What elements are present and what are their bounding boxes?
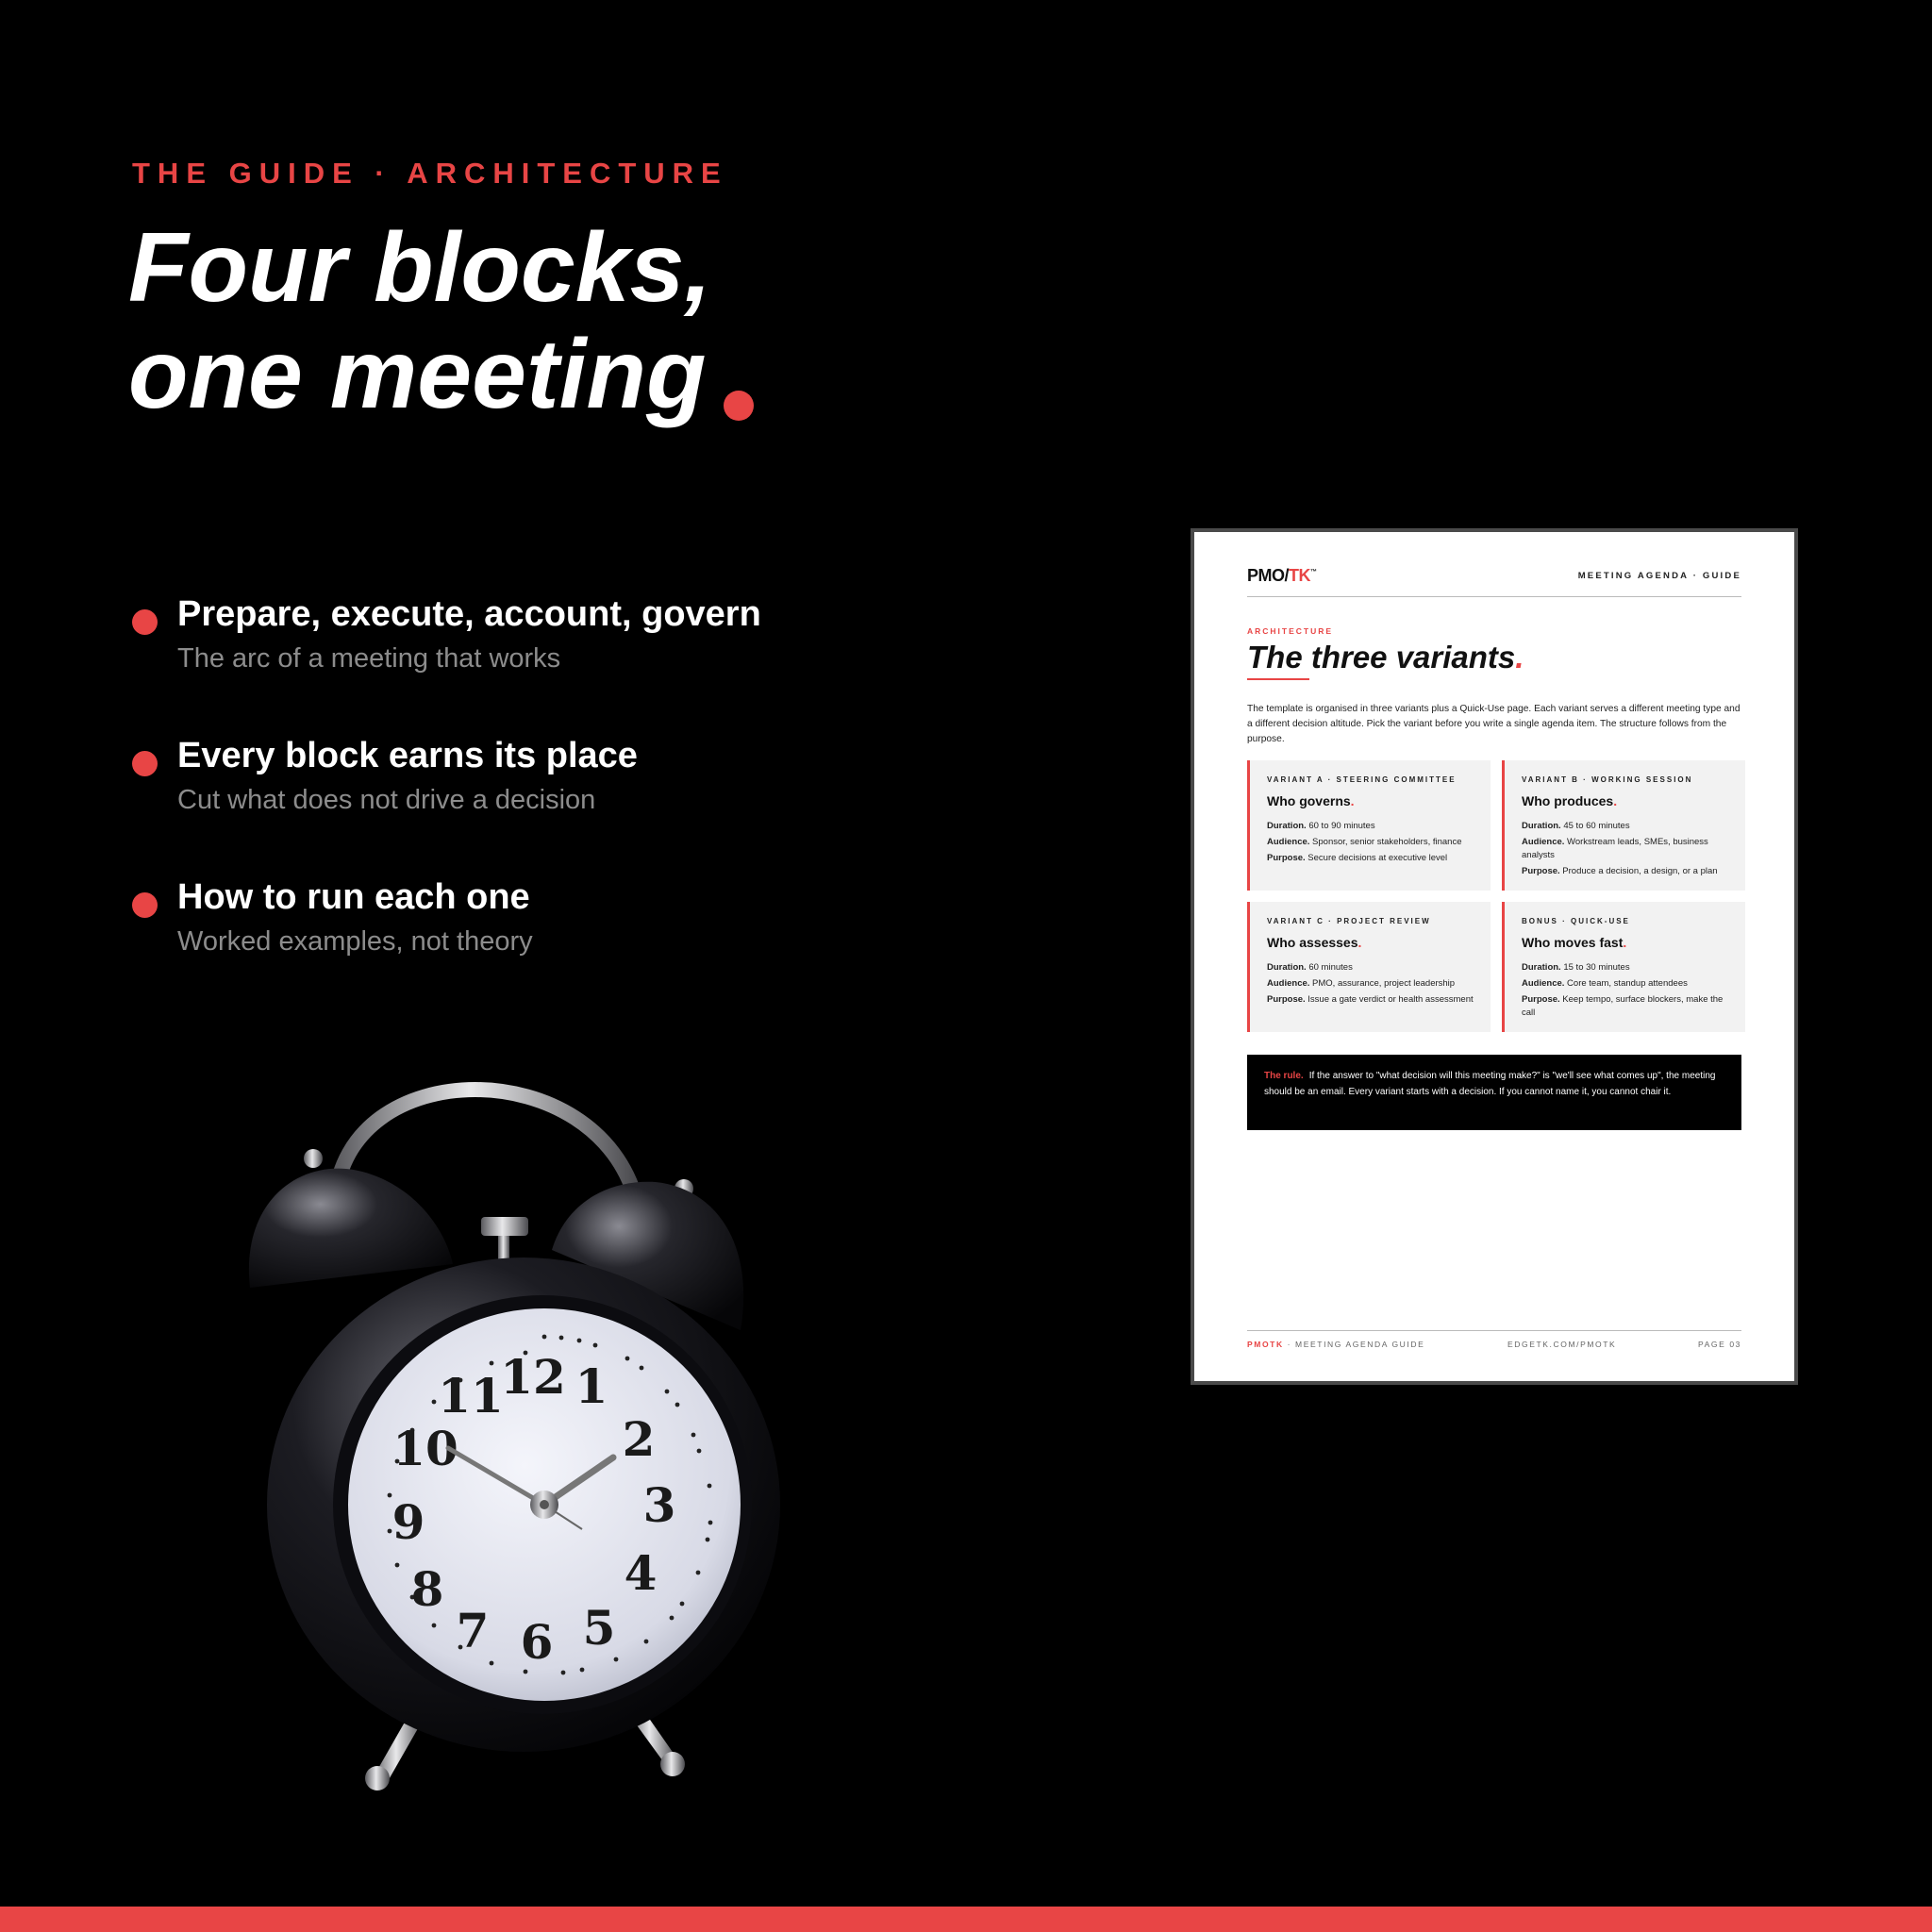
clock-numeral: 2	[622, 1411, 656, 1467]
row-value: 15 to 30 minutes	[1563, 962, 1630, 973]
card-audience	[1522, 836, 1730, 862]
footer-url: EDGETK.COM/PMOTK	[1507, 1340, 1617, 1349]
clock-numeral: 10	[392, 1421, 458, 1476]
card-duration	[1522, 820, 1730, 833]
card-audience	[1267, 836, 1475, 849]
document-page-preview	[1191, 528, 1798, 1385]
card-title-text: Who moves fast	[1522, 935, 1624, 950]
point-title: Prepare, execute, account, govern	[177, 594, 761, 634]
eyebrow: THE GUIDE · ARCHITECTURE	[132, 157, 728, 190]
point-title: Every block earns its place	[177, 736, 638, 775]
point-title: How to run each one	[177, 877, 530, 917]
variant-card	[1247, 760, 1491, 891]
logo-left: PMO/	[1247, 566, 1290, 585]
document-title-text: The three variants	[1247, 640, 1516, 675]
clock-numeral: 4	[624, 1545, 658, 1601]
alarm-clock-illustration	[241, 1061, 788, 1807]
card-title	[1522, 793, 1730, 808]
card-label: VARIANT C · PROJECT REVIEW	[1267, 917, 1431, 925]
row-value: Sponsor, senior stakeholders, finance	[1312, 837, 1462, 847]
footer-guide-name: · MEETING AGENDA GUIDE	[1283, 1340, 1425, 1349]
row-label: Audience.	[1267, 837, 1310, 847]
card-label: VARIANT A · STEERING COMMITTEE	[1267, 775, 1457, 784]
card-duration	[1267, 820, 1475, 833]
variant-card	[1247, 902, 1491, 1032]
accent-dot	[724, 391, 754, 421]
clock-numeral: 8	[410, 1561, 444, 1617]
row-value: Issue a gate verdict or health assessment	[1307, 994, 1474, 1005]
variant-card	[1502, 902, 1745, 1032]
card-purpose	[1267, 993, 1475, 1007]
title-underline	[1247, 678, 1309, 680]
footer-page-number: PAGE 03	[1697, 1340, 1741, 1349]
variant-card	[1502, 760, 1745, 891]
card-duration	[1267, 961, 1475, 974]
title-dot: .	[1350, 793, 1355, 808]
card-title	[1522, 935, 1730, 950]
footer-divider	[1247, 1330, 1741, 1331]
rule-label: The rule.	[1264, 1071, 1304, 1081]
row-value: Core team, standup attendees	[1567, 978, 1688, 989]
clock-numeral: 3	[642, 1477, 676, 1533]
brand-logo	[1247, 566, 1317, 586]
card-title-text: Who assesses	[1267, 935, 1358, 950]
bullet-icon	[132, 609, 158, 635]
title-dot: .	[1623, 935, 1627, 950]
row-value: Keep tempo, surface blockers, make the call	[1522, 994, 1724, 1018]
headline-line-2: one meeting	[128, 320, 707, 429]
section-label: ARCHITECTURE	[1247, 626, 1334, 636]
row-label: Audience.	[1267, 978, 1310, 989]
card-title	[1267, 935, 1475, 950]
card-label: VARIANT B · WORKING SESSION	[1522, 775, 1693, 784]
logo-trademark: ™	[1310, 569, 1317, 575]
row-label: Audience.	[1522, 837, 1565, 847]
title-dot: .	[1357, 935, 1362, 950]
alarm-clock-icon	[241, 1061, 788, 1807]
card-purpose	[1522, 865, 1730, 878]
clock-numeral: 6	[520, 1614, 554, 1670]
intro-paragraph: The template is organised in three variants plus a Quick-Use page. Each variant serves a different meeting type and a different decision altitude. Pick the variant before you write a single agenda item. The structure follows from the purpose.	[1247, 704, 1740, 744]
logo-right: TK	[1289, 566, 1311, 585]
card-purpose	[1267, 852, 1475, 865]
row-label: Purpose.	[1522, 994, 1560, 1005]
point-subtitle: Cut what does not drive a decision	[177, 785, 596, 815]
row-label: Duration.	[1267, 962, 1307, 973]
clock-numeral: 5	[582, 1600, 616, 1656]
row-label: Purpose.	[1267, 994, 1306, 1005]
row-label: Duration.	[1522, 962, 1561, 973]
card-title-text: Who governs	[1267, 793, 1351, 808]
clock-numeral: 7	[456, 1603, 490, 1658]
point-subtitle: Worked examples, not theory	[177, 926, 533, 957]
clock-numeral: 9	[391, 1494, 425, 1550]
row-label: Duration.	[1267, 821, 1307, 831]
row-label: Audience.	[1522, 978, 1565, 989]
card-audience	[1267, 977, 1475, 991]
row-label: Duration.	[1522, 821, 1561, 831]
row-label: Purpose.	[1522, 866, 1560, 876]
bullet-icon	[132, 751, 158, 776]
rule-text: If the answer to "what decision will this meeting make?" is "we'll see what comes up", the meeting should be an email. Every variant starts with a decision. If you cannot name it, you cannot chair it.	[1264, 1071, 1716, 1097]
bullet-icon	[132, 892, 158, 918]
clock-numeral: 11	[438, 1368, 504, 1424]
card-duration	[1522, 961, 1730, 974]
title-dot: .	[1613, 793, 1618, 808]
headline	[128, 215, 754, 428]
card-purpose	[1522, 993, 1730, 1020]
clock-numeral: 1	[575, 1358, 608, 1414]
headline-line-1: Four blocks,	[128, 213, 712, 323]
card-title-text: Who produces	[1522, 793, 1614, 808]
row-value: 45 to 60 minutes	[1563, 821, 1630, 831]
document-title	[1247, 640, 1524, 675]
point-subtitle: The arc of a meeting that works	[177, 643, 561, 674]
card-label: BONUS · QUICK-USE	[1522, 917, 1630, 925]
row-value: PMO, assurance, project leadership	[1312, 978, 1456, 989]
row-value: Workstream leads, SMEs, business analysts	[1522, 837, 1708, 860]
document-header: MEETING AGENDA · GUIDE	[1577, 571, 1741, 581]
accent-bar	[0, 1907, 1932, 1932]
footer-brand: PMOTK	[1247, 1340, 1284, 1349]
row-value: Secure decisions at executive level	[1307, 853, 1448, 863]
card-title	[1267, 793, 1475, 808]
title-dot: .	[1515, 640, 1524, 675]
card-audience	[1522, 977, 1730, 991]
clock-numeral: 12	[500, 1349, 566, 1405]
row-label: Purpose.	[1267, 853, 1306, 863]
row-value: 60 to 90 minutes	[1308, 821, 1375, 831]
divider	[1247, 596, 1741, 597]
row-value: 60 minutes	[1308, 962, 1353, 973]
footer-left	[1247, 1340, 1424, 1349]
row-value: Produce a decision, a design, or a plan	[1562, 866, 1718, 876]
rule-callout	[1247, 1055, 1741, 1130]
